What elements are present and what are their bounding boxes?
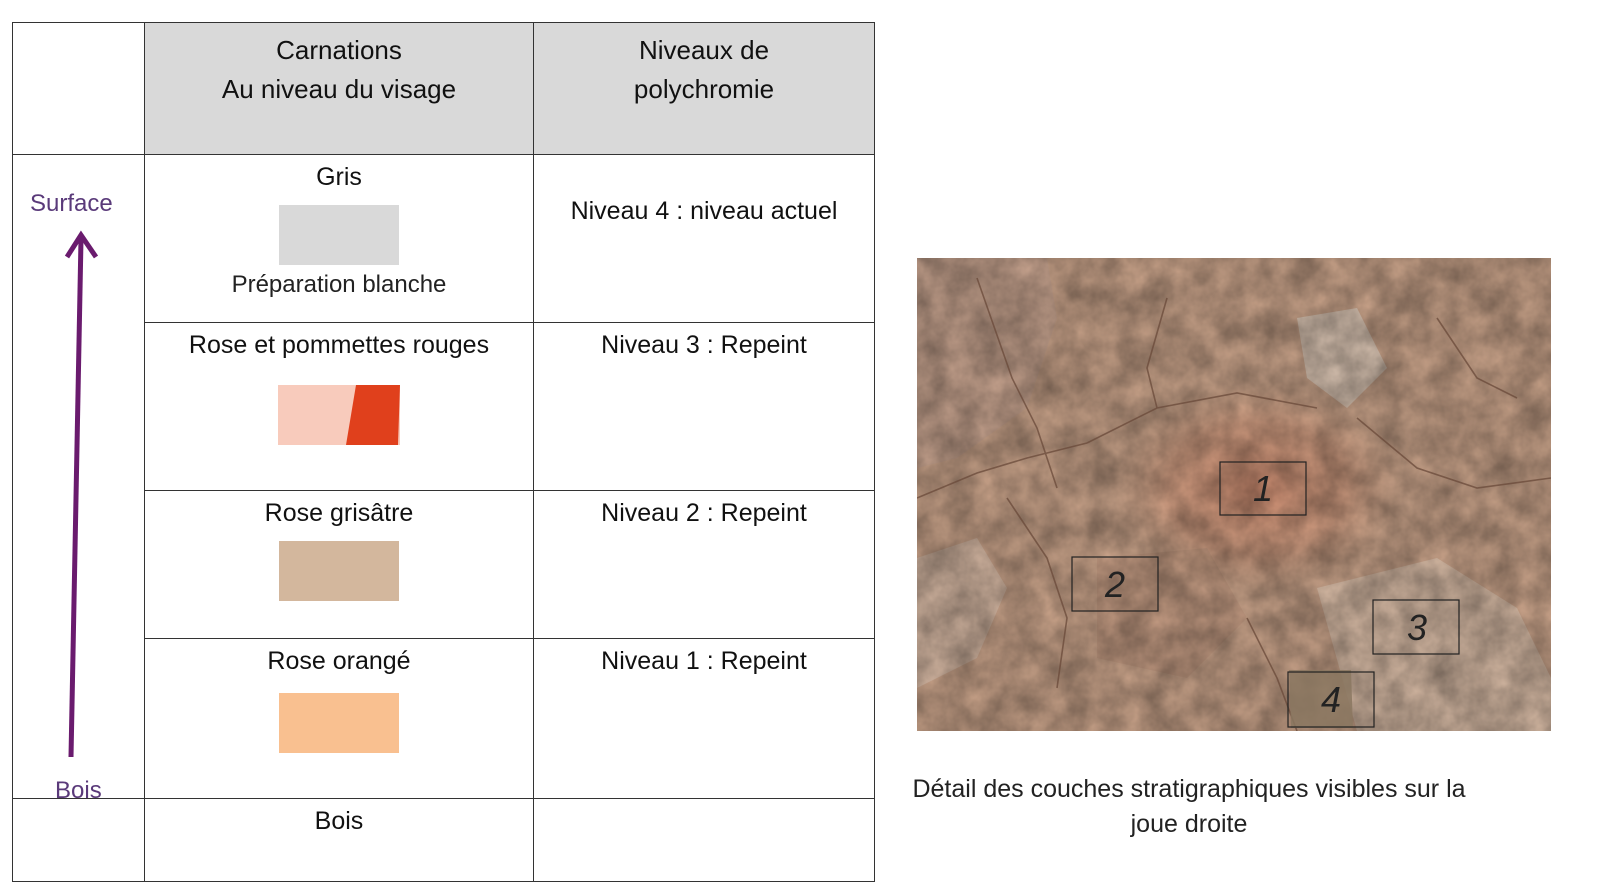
level-cell-bois	[534, 798, 875, 881]
layer-cell-bois	[145, 798, 534, 881]
axis-bottom-cell	[13, 798, 145, 881]
header-carnations	[145, 23, 534, 155]
stratigraphy-table	[12, 22, 875, 882]
header-levels	[534, 23, 875, 155]
arrow-shaft	[71, 239, 81, 757]
layer-name-rose-orange: Rose orangé	[267, 647, 411, 676]
layer-name-bois: Bois	[314, 806, 364, 835]
level-cell-3	[534, 322, 875, 490]
level-cell-2	[534, 490, 875, 638]
photo-texture	[917, 258, 1551, 731]
direction-arrow	[50, 225, 120, 770]
layer-name-gris: Gris	[316, 162, 362, 191]
preparation-note: Préparation blanche	[231, 270, 447, 298]
bois-axis-label: Bois	[55, 777, 102, 804]
swatch-rose-pommettes	[278, 385, 400, 445]
layer-name-rose-pommettes: Rose et pommettes rouges	[188, 330, 490, 359]
zone-label-1: 1	[1252, 468, 1274, 509]
surface-label: Surface	[30, 190, 113, 217]
layer-cell-rose-orange	[145, 639, 534, 799]
level-label-3: Niveau 3 : Repeint	[601, 330, 807, 359]
layer-cell-rose-grisatre	[145, 490, 534, 638]
cheek-detail-photo	[917, 258, 1551, 731]
swatch-gris	[279, 205, 399, 265]
zone-label-3: 3	[1406, 607, 1428, 648]
level-cell-1	[534, 639, 875, 799]
zone-label-2: 2	[1104, 564, 1126, 605]
swatch-rose-grisatre	[279, 541, 399, 601]
header-carnations-line2: Au niveau du visage	[221, 74, 457, 104]
table-header-row	[13, 23, 875, 155]
header-carnations-line1: Carnations	[276, 35, 402, 65]
table-row-bois	[13, 798, 875, 881]
level-label-4: Niveau 4 : niveau actuel	[570, 196, 838, 225]
layer-cell-gris	[145, 154, 534, 322]
table-row-level-4	[13, 154, 875, 322]
layer-name-rose-grisatre: Rose grisâtre	[264, 498, 414, 527]
level-label-2: Niveau 2 : Repeint	[601, 498, 807, 527]
swatch-rose-orange	[279, 693, 399, 753]
photo-caption: Détail des couches stratigraphiques visibles sur la joue droite	[912, 775, 1466, 838]
header-empty-cell	[13, 23, 145, 155]
layer-cell-rose-pommettes	[145, 322, 534, 490]
level-cell-4	[534, 154, 875, 322]
level-label-1: Niveau 1 : Repeint	[601, 647, 807, 676]
header-levels-line1: Niveaux de	[638, 35, 770, 65]
header-levels-line2: polychromie	[633, 74, 775, 104]
zone-label-4: 4	[1320, 679, 1342, 720]
